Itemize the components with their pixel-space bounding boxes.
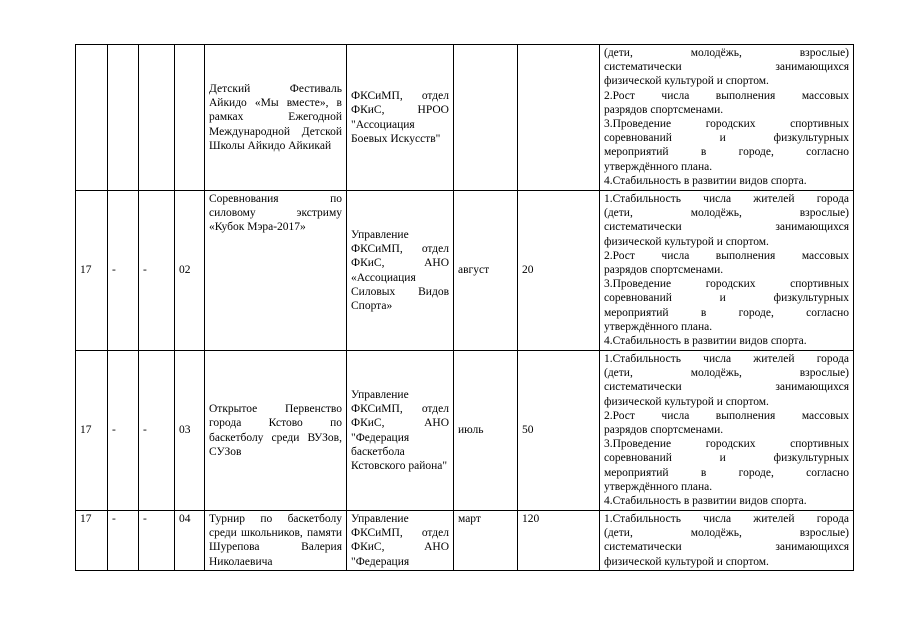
participants-count-cell: 20 [518, 191, 600, 351]
expected-results-cell [600, 511, 854, 571]
result-line: соревнований и физкультурных [604, 132, 849, 145]
expected-results-cell [600, 351, 854, 511]
events-table [75, 44, 854, 571]
code-part-1-cell [76, 45, 108, 191]
event-name-cell: Детский Фестиваль Айкидо «Мы вместе», в рамках Ежегодной Международной Детской Школы Айкидо Айкикай [205, 45, 347, 191]
month-cell [454, 45, 518, 191]
code-part-4-cell: 04 [175, 511, 205, 571]
result-line: 2.Рост числа выполнения массовых [604, 249, 849, 262]
result-line: систематически занимающихся [604, 221, 849, 234]
code-part-2-cell: - [108, 351, 139, 511]
month-cell: июль [454, 351, 518, 511]
result-line: (дети, молодёжь, взрослые) [604, 207, 849, 220]
result-line: мероприятий в городе, согласно [604, 146, 849, 159]
table-row [76, 191, 854, 351]
table-row [76, 511, 854, 571]
result-line: систематически занимающихся [604, 61, 849, 74]
result-line: физической культурой и спортом. [604, 235, 769, 248]
result-line: соревнований и физкультурных [604, 452, 849, 465]
result-line: соревнований и физкультурных [604, 292, 849, 305]
code-part-2-cell: - [108, 511, 139, 571]
result-line: 4.Стабильность в развитии видов спорта. [604, 335, 807, 348]
participants-count-cell [518, 45, 600, 191]
code-part-2-cell [108, 45, 139, 191]
result-line: 3.Проведение городских спортивных [604, 278, 849, 291]
code-part-4-cell [175, 45, 205, 191]
result-line: 3.Проведение городских спортивных [604, 438, 849, 451]
result-line: мероприятий в городе, согласно [604, 306, 849, 319]
event-name-cell: Открытое Первенство города Кстово по баскетболу среди ВУЗов, СУЗов [205, 351, 347, 511]
result-line: 4.Стабильность в развитии видов спорта. [604, 495, 807, 508]
table-row [76, 351, 854, 511]
code-part-1-cell: 17 [76, 511, 108, 571]
result-line: утверждённого плана. [604, 160, 713, 173]
code-part-4-cell: 03 [175, 351, 205, 511]
code-part-1-cell: 17 [76, 191, 108, 351]
result-line: 1.Стабильность числа жителей города [604, 513, 849, 525]
month-cell: март [454, 511, 518, 571]
code-part-3-cell [139, 45, 175, 191]
result-line: систематически занимающихся [604, 541, 849, 554]
expected-results-cell [600, 191, 854, 351]
event-name-cell: Соревнования по силовому экстриму «Кубок Мэра-2017» [205, 191, 347, 351]
table-row [76, 45, 854, 191]
result-line: 2.Рост числа выполнения массовых [604, 89, 849, 102]
result-line: систематически занимающихся [604, 381, 849, 394]
code-part-3-cell: - [139, 191, 175, 351]
organizer-cell: ФКСиМП, отдел ФКиС, НРОО "Ассоциация Боевых Искусств" [347, 45, 454, 191]
result-line: мероприятий в городе, согласно [604, 466, 849, 479]
result-line: (дети, молодёжь, взрослые) [604, 47, 849, 59]
result-line: утверждённого плана. [604, 320, 713, 333]
result-line: 2.Рост числа выполнения массовых [604, 409, 849, 422]
result-line: 3.Проведение городских спортивных [604, 118, 849, 131]
result-line: разрядов спортсменами. [604, 264, 724, 277]
result-line: физической культурой и спортом. [604, 555, 769, 568]
code-part-2-cell: - [108, 191, 139, 351]
expected-results-cell [600, 45, 854, 191]
organizer-cell: Управление ФКСиМП, отдел ФКиС, АНО «Ассоциация Силовых Видов Спорта» [347, 191, 454, 351]
result-line: физической культурой и спортом. [604, 395, 769, 408]
month-cell: август [454, 191, 518, 351]
code-part-3-cell: - [139, 511, 175, 571]
result-line: 1.Стабильность числа жителей города [604, 353, 849, 365]
participants-count-cell: 120 [518, 511, 600, 571]
event-name-cell: Турнир по баскетболу среди школьников, памяти Шурепова Валерия Николаевича [205, 511, 347, 571]
organizer-cell: Управление ФКСиМП, отдел ФКиС, АНО "Федерация [347, 511, 454, 571]
result-line: разрядов спортсменами. [604, 103, 724, 116]
result-line: (дети, молодёжь, взрослые) [604, 367, 849, 380]
result-line: физической культурой и спортом. [604, 75, 769, 88]
result-line: утверждённого плана. [604, 480, 713, 493]
result-line: 4.Стабильность в развитии видов спорта. [604, 174, 807, 187]
organizer-cell: Управление ФКСиМП, отдел ФКиС, АНО "Федерация баскетбола Кстовского района" [347, 351, 454, 511]
code-part-1-cell: 17 [76, 351, 108, 511]
code-part-4-cell: 02 [175, 191, 205, 351]
result-line: 1.Стабильность числа жителей города [604, 193, 849, 205]
result-line: разрядов спортсменами. [604, 424, 724, 437]
table-body [76, 45, 854, 571]
participants-count-cell: 50 [518, 351, 600, 511]
code-part-3-cell: - [139, 351, 175, 511]
result-line: (дети, молодёжь, взрослые) [604, 527, 849, 540]
